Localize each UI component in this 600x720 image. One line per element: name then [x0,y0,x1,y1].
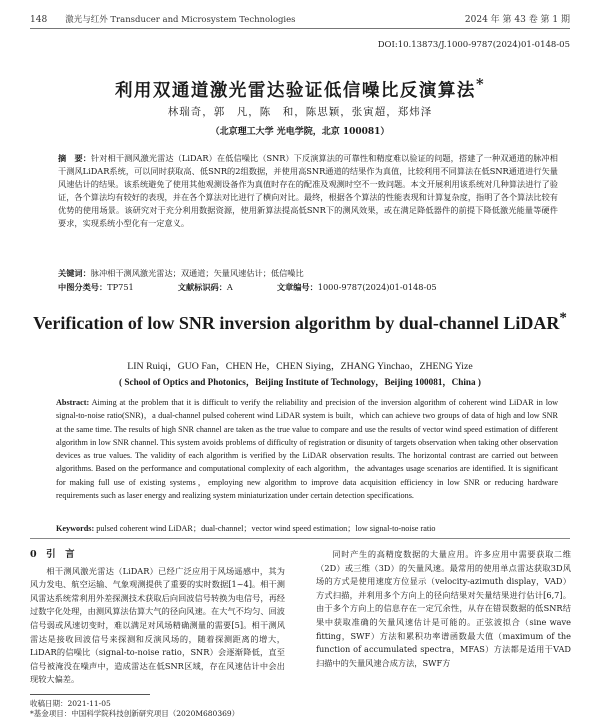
en-title [0,306,600,335]
issue-info: 2024 年 第 43 卷 第 1 期 [464,15,570,25]
cn-title-text: 利用双通道激光雷达验证低信噪比反演算法 [114,80,476,101]
en-title-mark: * [559,310,567,326]
en-abstract-label: Abstract: [56,398,90,407]
body-column-left [30,548,285,687]
cn-classification [58,282,558,293]
article-value: 1000-9787(2024)01-0148-05 [317,282,437,292]
body-column-right [316,548,571,670]
class-value: TP751 [107,282,134,292]
cn-authors: 林瑞奇，郭 凡，陈 和，陈思颖，张寅超，郑炜泽 [167,106,433,118]
received-date: 收稿日期：2021-11-05 [30,699,111,708]
journal-name: 激光与红外 Transducer and Microsystem Technologies [65,15,296,25]
footnote-rule [30,694,150,695]
running-head [30,12,570,29]
en-abstract-text: Aiming at the problem that it is difficult to verify the reliability and precision of the inversion algorithm of coherent wind LiDAR in low signal-to-noise ratio(SNR)，a dual-channel pulsed coherent wind LiDAR system is built，which can achieve two groups of data of high and low SNR at the same time. The results of high SNR channel are taken as the true value to compare and use the results of vector wind speed estimation of different algorithm in low SNR channel. This system avoids problems of difficulty of registration or disunity of targets observation when taking other observation devices as true values. The validity of each algorithm is verified by the LiDAR observation results. The horizontal contrast are carried out between algorithms. Based on the performance and computational complexity of each algorithm，the advantages usage scenarios are identified. It is significant for making full use of existing systems，employing new algorithm to improve data acquisition efficiency in low SNR or reducing hardware requirements such as laser energy and realizing system miniaturization under certain detection specifications. [56,398,558,501]
cn-keywords-text: 脉冲相干测风激光雷达；双通道；矢量风速估计；低信噪比 [90,268,304,278]
en-keywords-label: Keywords: [56,524,95,533]
page-number: 148 [30,15,48,25]
article-label: 文章编号： [276,282,318,292]
doccode-label: 文献标识码： [177,282,227,292]
doccode-value: A [226,282,233,292]
en-authors: LIN Ruiqi，GUO Fan，CHEN He，CHEN Siying，ZHANG Yinchao，ZHENG Yize [127,361,473,372]
en-keywords [56,523,558,534]
cn-keywords [58,268,558,279]
cn-keywords-label: 关键词： [58,268,91,278]
cn-abstract [58,152,558,230]
doi: DOI:10.13873/J.1000-9787(2024)01-0148-05 [377,40,570,50]
class-label: 中图分类号： [58,282,108,292]
en-affiliation: ( School of Optics and Photonics，Beijing Institute of Technology，Beijing 100081，China ) [119,377,481,387]
fund-note: *基金项目：中国科学院科技创新研究项目（2020M680369） [30,709,240,718]
divider [30,538,570,539]
cn-title [0,76,600,102]
en-keywords-text: pulsed coherent wind LiDAR；dual-channel；vector wind speed estimation；low signal-to-noise ratio [96,524,436,533]
cn-abstract-text: 针对相干测风激光雷达（LiDAR）在低信噪比（SNR）下反演算法的可靠性和精度难以验证的问题，搭建了一种双通道的脉冲相干测风LiDAR系统，可以同时获取高、低SNR的2组数据，并使用高SNR通道的结果作为真值，比较利用不同算法在低SNR通道进行矢量风速估计的结果。该系统避免了使用其他观测设备作为真值时存在的配准及观测时空不一致问题。本文开展利用该系统对几种算法进行了验证，各个算法均有较好的表现，并在各个算法对比进行了横向对比。最终，根据各个算法的性能表现和计算复杂度，指明了各个算法比较有优势的使用场景。该研究对于充分利用数据资源，使用新算法提高低SNR下的测风效果，或在满足降低器件的前提下降低激光能量等硬件要求，实现系统小型化有一定意义。 [58,153,558,228]
intro-paragraph-continued: 同时产生的高精度数据的大量应用。许多应用中需要获取二维（2D）或三维（3D）的矢量风速。最常用的使用单点雷达获取3D风场的方式是使用速度方位显示（velocity-azimuth display，VAD）方式扫描，并利用多个方向上的径向结果对矢量结果进行估计[6,7]。由于多个方向上的信息存在一定冗余性，从存在错误数据的低SNR结果中获取准确的矢量风速估计是可能的。正弦波拟合（sine wave fitting，SWF）方法和累积功率谱函数最大值（maximum of the function of accumulated spectra，MFAS）方法都是适用于VAD扫描中的矢量风速合成方法，SWF方 [316,549,571,668]
intro-paragraph: 相干测风激光雷达（LiDAR）已经广泛应用于风场遥感中，其为风力发电、航空运输、气象观测提供了重要的实时数据[1~4]。相干测风雷达系统常利用外差探测技术获取后向回波信号转换为电信号，再经过数字化处理，由测风算法估算大气的径向风速。在大气不均匀、回波信号弱或风速切变时，难以满足对风场精确测量的需要[5]。相干测风雷达是接收回波信号来探测和反演风场的，随着探测距离的增大，LiDAR的信噪比（signal-to-noise ratio，SNR）会逐渐降低，直至信号被淹没在噪声中，造成雷达在低SNR区域，存在风速估计中会出现较大偏差。 [30,565,285,685]
cn-title-mark: * [475,76,486,93]
en-abstract [56,396,558,502]
cn-abstract-label: 摘 要： [58,153,92,163]
cn-affiliation: （北京理工大学 光电学院，北京 100081） [210,127,390,137]
en-title-text: Verification of low SNR inversion algorithm by dual-channel LiDAR [33,313,560,333]
section-heading: 0 引 言 [30,549,75,560]
